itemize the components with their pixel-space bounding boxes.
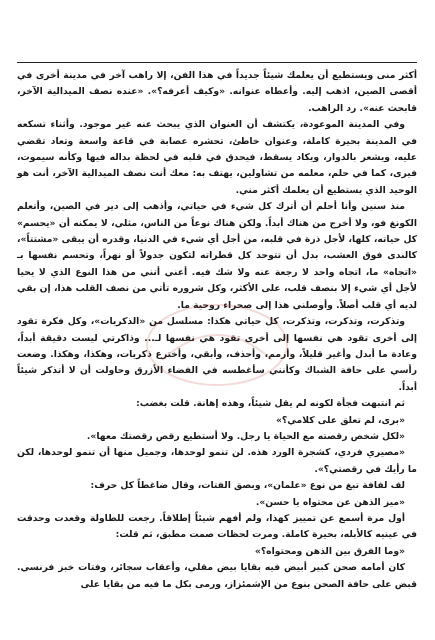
paragraph-4: وتذكرت، وتذكرت، وتذكرت، كل حياتي هكذا: مسلسل من «الذكريات»، وكل فكرة تقود إلى أخرى تقود هي نفسها إلى أخرى تقود هي نفسها لـ... وذاكرتي ليست دقيقة أبداً، وعادة ما أبدل وأغير قليلاً، وأرمم، وأحذف، وأبقي، وأخترع ذكريات، وهكذا، وهكذا. وضعت رأسي على حافة الشباك وكأنني سأغطسه في الفضاء الأزرق وحاولت أن لا أتذكر شيئاً أبداً. xyxy=(17,316,417,393)
dialogue-line-3: «مصيري فردي، كشجرة الورد هذه. لن تنمو لوحدها، وجميل منها أن تنمو لوحدها، لكن ما رأيك في رقصتي؟». xyxy=(17,447,417,475)
body-text xyxy=(17,68,417,593)
paragraph-6: لف لفافة تبغ من نوع «علمان»، وبصق الفتات، وقال ضاغطاً كل حرف: xyxy=(90,480,405,492)
top-rule xyxy=(17,62,417,63)
dialogue-line-5: «وما الفرق بين الذهن ومحتواه؟» xyxy=(254,545,405,557)
paragraph-2: وفي المدينة الموعودة، يكتشف أن العنوان الذي يبحث عنه غير موجود. وأثناء تسكعه في المدينة بحيرة كاملة، وعنوان خاطئ، تحشره عصابة في قاعة واسعة وتعاد تقضي عليه، ويشعر بالدوار، ويكاد يسقط، فيحدق في قلبه في لحظة بداله فيها وكأنه سيموت، فيرى، كما في حلم، معلمه من تشاولين، يهتف به: معك أنت نصف الميدالية الآخر، أنت هو الوحيد الذي يستطيع أن يعلمك أكثر مني. xyxy=(17,119,417,196)
dialogue-line-2: «لكل شخص رقصته مع الحياة يا رجل. ولا أستطيع رقص رقصتك معها». xyxy=(86,430,405,442)
paragraph-5: ثم انتبهت فجأة لكونه لم يقل شيئاً، وهذه إهانة. قلت بغضب: xyxy=(136,398,405,410)
dialogue-line-1: «برى، لم تعلق على كلامي؟» xyxy=(275,414,405,426)
book-page xyxy=(17,0,417,640)
paragraph-8: كان أمامه صحن كبير أبيض فيه بقايا بيض مقلي، وأعقاب سجائر، وفتات خبز فرنسي. قبض على حافة الصحن بنوع من الإشمئزاز، ورمى بكل ما فيه من بقايا على xyxy=(17,562,417,590)
paragraph-3: منذ سنين وأنا أحلم أن أترك كل شيء في حياتي، وأذهب إلى دير في الصين، وأتعلم الكونغ فو، ولا أخرج من هناك أبداً. ولكن هناك نوعاً من الناس، مثلي، لا يمكنه أن «يحسم» كل حياته، كلها، لأجل ذرة في قلبه، من أجل أي شيء في الدنيا، وقدره أن يبقى «مشتتاً»، كالندى فوق العشب، بدل أن تتوحد كل قطراته لتكون جدولاً أو نهراً، وتحسم نفسها بـ «اتجاه» ما، اتجاه واحد لا رجعة عنه ولا شك فيه. أعني أنني من هذا النوع الذي لا يحيا لأجل أي شيء إلا بنصف قلب، على الأكثر، وكل شروره تأتي من نصف القلب هذا، إن بقي لديه أي قلب أصلاً. وأوصلني هذا إلى صحراء روحية ما. xyxy=(17,201,417,311)
paragraph-1: أكثر منى ويستطيع أن يعلمك شيئاً جديداً في هذا الفن، إلا راهب آخر في مدينة أخرى في أقصى الصين، اذهب إليه. وأعطاه عنوانه. «وكيف أعرفه؟». «عنده نصف الميدالية الآخر، قابحث عنه». رد الراهب. xyxy=(17,70,417,114)
paragraph-7: أول مرة أسمع عن تمييز كهذا، ولم أفهم شيئاً إطلاقاً. رجعت للطاولة وقعدت وحدقت في عينيه كالأبله، بحيرة كاملة. ومرت لحظات صمت مطبق، ثم قلت: xyxy=(17,512,417,541)
dialogue-line-4: «ميز الذهن عن محتواه يا حسن». xyxy=(255,496,405,508)
